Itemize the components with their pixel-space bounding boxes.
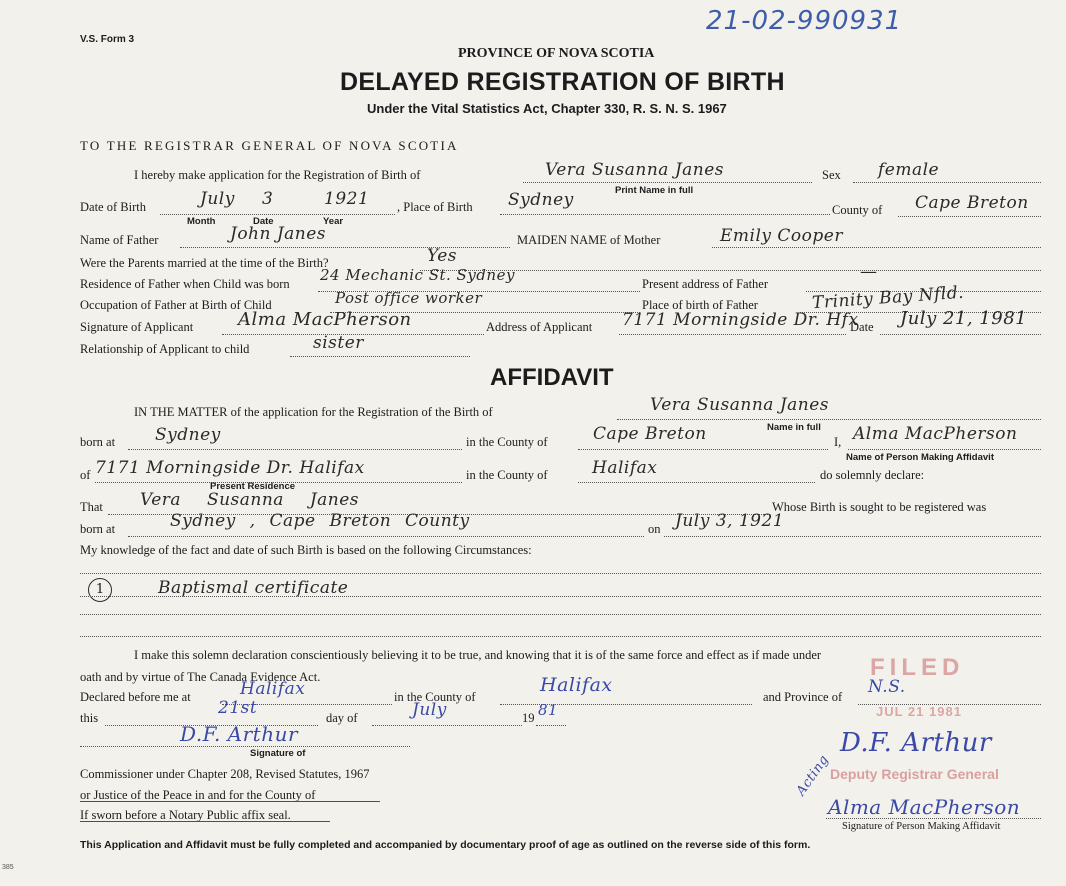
dob-month: July [200, 189, 235, 209]
filed-stamp: FILED [870, 654, 965, 681]
married-label: Were the Parents married at the time of the Birth? [80, 256, 329, 270]
dob-label: Date of Birth [80, 200, 146, 214]
sex-line [853, 182, 1041, 183]
form-number: V.S. Form 3 [80, 34, 135, 45]
declared-label: Declared before me at [80, 690, 191, 704]
on-line [664, 536, 1041, 537]
signature-of-caption: Signature of [250, 748, 306, 759]
affiant-name-value: Alma MacPherson [853, 424, 1018, 444]
mother-value: Emily Cooper [720, 226, 843, 246]
sex-label: Sex [822, 168, 841, 182]
sex-value: female [878, 160, 940, 180]
relationship-line [290, 356, 470, 357]
file-number: 21-02-990931 [706, 6, 903, 36]
that-value: Vera Susanna Janes [140, 490, 360, 510]
circumstance-line-2 [80, 596, 1041, 597]
affiant-signature-line [826, 818, 1041, 819]
present-address-label: Present address of Father [642, 277, 769, 291]
of-label: of [80, 468, 91, 482]
day-of-label: day of [326, 711, 358, 725]
form-title: DELAYED REGISTRATION OF BIRTH [340, 68, 785, 96]
residence-value: 24 Mechanic St. Sydney [320, 266, 515, 284]
affidavit-county-value: Cape Breton [593, 424, 707, 444]
footer-code: 385 [2, 864, 14, 871]
pob-line [500, 214, 830, 215]
present-residence-caption: Present Residence [210, 481, 296, 492]
married-value: Yes [427, 246, 458, 266]
knowledge-text: My knowledge of the fact and date of such Birth is based on the following Circumstances: [80, 543, 532, 557]
applicant-signature: Alma MacPherson [238, 309, 412, 330]
in-county-label: in the County of [466, 435, 548, 449]
circumstance-value: Baptismal certificate [158, 578, 349, 598]
born-at-value-2: Sydney , Cape Breton County [170, 511, 470, 531]
declared-value: Halifax [240, 679, 306, 699]
pob-label: , Place of Birth [397, 200, 473, 214]
in-county-label-2: in the County of [466, 468, 548, 482]
this-label: this [80, 711, 99, 725]
relationship-value: sister [313, 333, 364, 353]
born-at-label: born at [80, 435, 116, 449]
child-name-value: Vera Susanna Janes [545, 160, 725, 180]
matter-name-line [617, 419, 1041, 420]
date-label: Date [850, 320, 874, 334]
filed-stamp-date: JUL 21 1981 [876, 704, 962, 719]
month-value: July [412, 700, 447, 720]
year-caption: Year [323, 216, 344, 227]
commissioner-text: Commissioner under Chapter 208, Revised Statutes, 1967 [80, 767, 370, 781]
father-pob-value: Trinity Bay Nfld. [811, 282, 965, 314]
affiant-county-value: Halifax [592, 458, 658, 478]
county-value: Cape Breton [915, 193, 1029, 213]
address-label: Address of Applicant [486, 320, 593, 334]
relationship-label: Relationship of Applicant to child [80, 342, 250, 356]
residence-label: Residence of Father when Child was born [80, 277, 290, 291]
justice-text: or Justice of the Peace in and for the County of [80, 788, 316, 802]
form-subtitle: Under the Vital Statistics Act, Chapter 330, R. S. N. S. 1967 [367, 101, 727, 116]
name-line [523, 182, 812, 183]
affiant-caption: Name of Person Making Affidavit [846, 452, 994, 463]
affiant-residence-value: 7171 Morningside Dr. Halifax [95, 458, 365, 478]
day-value: 21st [218, 698, 258, 718]
born-at-value: Sydney [155, 425, 221, 445]
born-at-line-2 [128, 536, 644, 537]
acting-annotation: Acting [793, 752, 833, 799]
affiant-signature: Alma MacPherson [828, 795, 1021, 819]
father-line [180, 247, 510, 248]
born-at-label-2: born at [80, 522, 116, 536]
deputy-signature: D.F. Arthur [840, 728, 992, 758]
province-value: N.S. [868, 677, 906, 697]
justice-strike-line [80, 801, 380, 802]
month-line [372, 725, 522, 726]
i-label: I, [834, 435, 842, 449]
solemn-text-1: I make this solemn declaration conscientiously believing it to be true, and knowing that it is of the same force and effect as if made under [134, 648, 822, 662]
county-line [898, 216, 1041, 217]
address-line [619, 334, 846, 335]
addressee: TO THE REGISTRAR GENERAL OF NOVA SCOTIA [80, 138, 459, 153]
occupation-value: Post office worker [335, 289, 483, 307]
dob-line [160, 214, 395, 215]
present-address-value: — [860, 262, 878, 282]
year-prefix: 19 [522, 711, 535, 725]
matter-text: IN THE MATTER of the application for the Registration of the Birth of [134, 405, 493, 419]
county-line-2 [578, 449, 828, 450]
dob-day: 3 [262, 189, 274, 209]
affiant-signature-caption: Signature of Person Making Affidavit [842, 821, 1001, 832]
solemn-text-2: oath and by virtue of The Canada Evidence Act. [80, 670, 321, 684]
county-label: County of [832, 203, 883, 217]
county-line-3 [578, 482, 815, 483]
notary-text: If sworn before a Notary Public affix seal. [80, 808, 291, 822]
dob-year: 1921 [324, 189, 370, 209]
mother-label: MAIDEN NAME of Mother [517, 233, 661, 247]
circumstance-line-4 [80, 636, 1041, 637]
address-value: 7171 Morningside Dr. Hfx [622, 310, 859, 330]
footer-note: This Application and Affidavit must be fully completed and accompanied by documentary proof of age as outlined on the reverse side of this form. [80, 839, 811, 851]
affiant-line [848, 449, 1041, 450]
affidavit-child-name: Vera Susanna Janes [650, 395, 830, 415]
notary-strike-line [80, 821, 330, 822]
on-label: on [648, 522, 661, 536]
date-value: July 21, 1981 [900, 308, 1028, 329]
commissioner-signature: D.F. Arthur [180, 722, 299, 746]
affidavit-heading: AFFIDAVIT [490, 364, 614, 391]
on-value: July 3, 1921 [675, 511, 785, 531]
born-at-line [128, 449, 462, 450]
father-pob-label: Place of birth of Father [642, 298, 758, 312]
circumstance-line-3 [80, 614, 1041, 615]
application-intro: I hereby make application for the Registration of Birth of [134, 168, 421, 182]
date-caption: Date [253, 216, 274, 227]
circumstance-line-1 [80, 573, 1041, 574]
occupation-label: Occupation of Father at Birth of Child [80, 298, 272, 312]
month-caption: Month [187, 216, 216, 227]
father-value: John Janes [230, 224, 327, 244]
father-label: Name of Father [80, 233, 159, 247]
that-label: That [80, 500, 103, 514]
year-line [536, 725, 566, 726]
pob-value: Sydney [508, 190, 574, 210]
year-value: 81 [538, 701, 559, 719]
circumstance-number: 1 [88, 578, 112, 602]
date-line [880, 334, 1041, 335]
mother-line [712, 247, 1041, 248]
whose-birth-label: Whose Birth is sought to be registered was [772, 500, 987, 514]
in-county-label-3: in the County of [394, 690, 476, 704]
declare-label: do solemnly declare: [820, 468, 925, 482]
deputy-registrar-stamp: Deputy Registrar General [830, 766, 999, 782]
name-caption: Print Name in full [615, 185, 694, 196]
signature-label: Signature of Applicant [80, 320, 194, 334]
declared-county-value: Halifax [540, 674, 613, 696]
province-label: and Province of [763, 690, 843, 704]
name-in-full-caption: Name in full [767, 422, 821, 433]
commissioner-signature-line [80, 746, 410, 747]
province-heading: PROVINCE OF NOVA SCOTIA [458, 46, 655, 61]
